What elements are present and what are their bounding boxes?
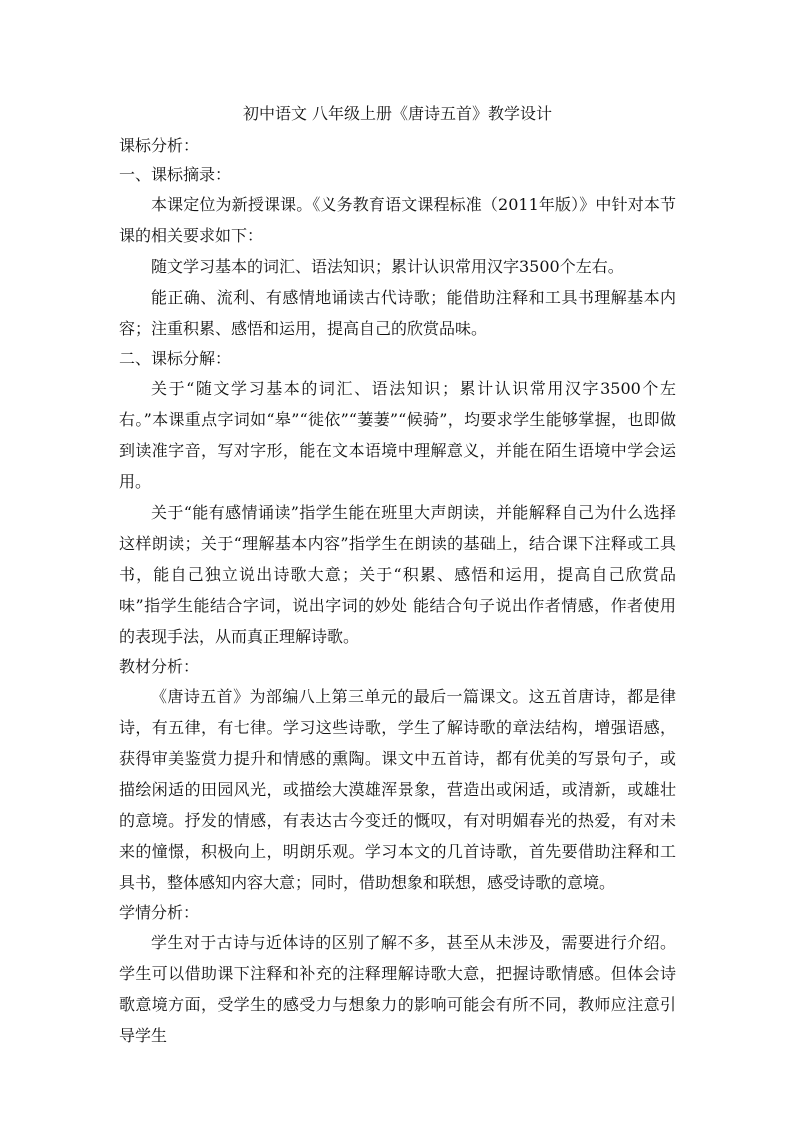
paragraph-textbook-analysis: 《唐诗五首》为部编八上第三单元的最后一篇课文。这五首唐诗，都是律诗，有五律，有七律。学习这些诗歌，学生了解诗歌的章法结构，增强语感，获得审美鉴赏力提升和情感的熏陶。课文中五首诗，都有优美的写景句子，或描绘闲适的田园风光，或描绘大漠雄浑景象，营造出或闲适，或清新，或雄壮的意境。抒发的情感，有表达古今变迁的慨叹，有对明媚春光的热爱，有对未来的憧憬，积极向上，明朗乐观。学习本文的几首诗歌，首先要借助注释和工具书，整体感知内容大意；同时，借助想象和联想，感受诗歌的意境。	[119, 687, 676, 892]
heading-curriculum-breakdown: 二、课标分解：	[119, 349, 232, 368]
paragraph-excerpt-intro: 本课定位为新授课课。《义务教育语文课程标准（2011年版）》中针对本节课的相关要求如下：	[119, 195, 676, 245]
paragraph-excerpt-recitation: 能正确、流利、有感情地诵读古代诗歌；能借助注释和工具书理解基本内容；注重积累、感悟和运用，提高自己的欣赏品味。	[119, 288, 676, 338]
paragraph-breakdown-vocabulary: 关于“随文学习基本的词汇、语法知识；累计认识常用汉字3500个左右。”本课重点字词如“皋”“徙依”“萋萋”“候骑”，均要求学生能够掌握，也即做到读准字音，写对字形，能在文本语境中理解意义，并能在陌生语境中学会运用。	[119, 379, 676, 491]
paragraph-breakdown-reading: 关于“能有感情诵读”指学生能在班里大声朗读，并能解释自己为什么选择这样朗读；关于“理解基本内容”指学生在朗读的基础上，结合课下注释或工具书，能自己独立说出诗歌大意；关于“积累、感悟和运用，提高自己欣赏品味”指学生能结合字词，说出字词的妙处 能结合句子说出作者情感，作者使用的表现手法，从而真正理解诗歌。	[119, 503, 676, 646]
paragraph-learner-analysis: 学生对于古诗与近体诗的区别了解不多，甚至从未涉及，需要进行介绍。学生可以借助课下注释和补充的注释理解诗歌大意，把握诗歌情感。但体会诗歌意境方面，受学生的感受力与想象力的影响可能会有所不同，教师应注意引导学生	[119, 933, 676, 1045]
heading-curriculum-analysis: 课标分析：	[119, 136, 200, 155]
heading-learner-analysis: 学情分析：	[119, 903, 200, 922]
heading-textbook-analysis: 教材分析：	[119, 657, 200, 676]
document-title: 初中语文 八年级上册《唐诗五首》教学设计	[242, 104, 553, 123]
heading-curriculum-excerpt: 一、课标摘录：	[119, 165, 232, 184]
paragraph-excerpt-vocabulary: 随文学习基本的词汇、语法知识；累计认识常用汉字3500个左右。	[151, 257, 624, 276]
